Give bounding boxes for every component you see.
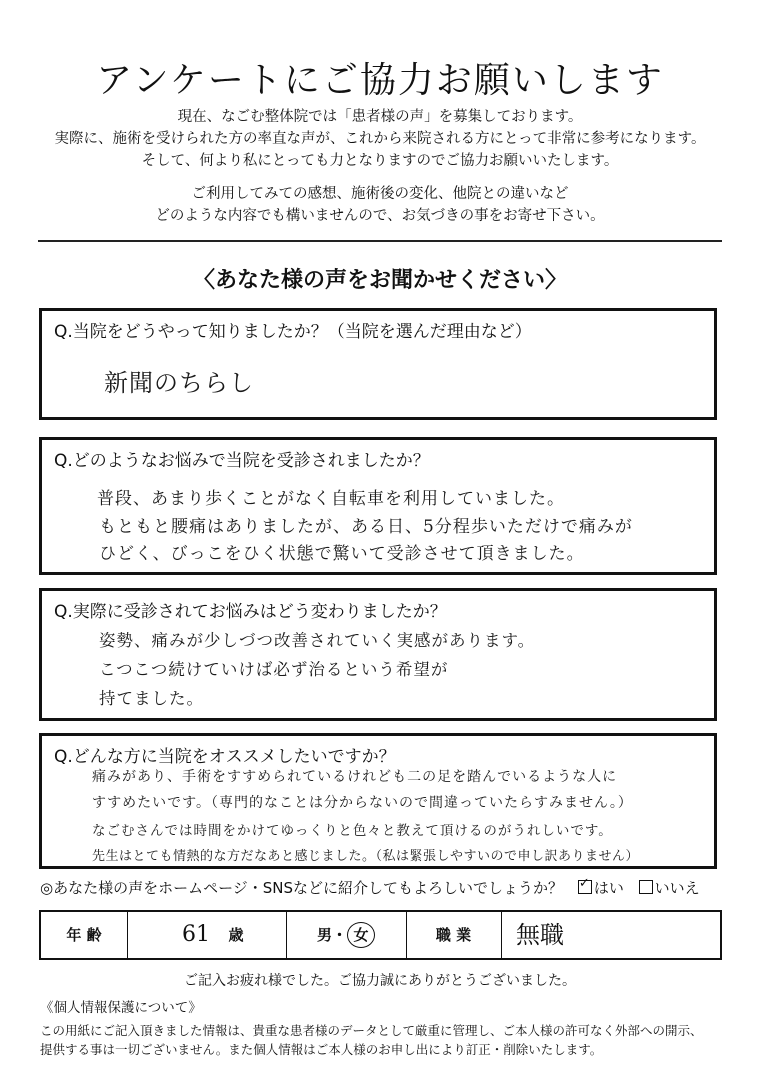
profile-table bbox=[39, 910, 722, 960]
consent-no-option[interactable] bbox=[639, 879, 700, 897]
no-label: いいえ bbox=[654, 879, 700, 897]
answer-line: 先生はとても情熱的な方だなあと感じました。（私は緊張しやすいので申し訳ありません） bbox=[92, 849, 640, 864]
gender-separator: ・ bbox=[332, 926, 348, 944]
answer-line: もともと腰痛はありましたが、ある日、5分程歩いただけで痛みが bbox=[99, 517, 633, 537]
request-line: どのような内容でも構いませんので、お気づきの事をお寄せ下さい。 bbox=[155, 208, 605, 224]
question-box-1 bbox=[39, 308, 717, 420]
answer-line: ひどく、びっこをひく状態で驚いて受診させて頂きました。 bbox=[99, 544, 585, 564]
answer-line: こつこつ続けていけば必ず治るという希望が bbox=[99, 660, 449, 679]
page-title: アンケートにご協力お願いします bbox=[96, 60, 664, 101]
answer-line: なごむさんでは時間をかけてゆっくりと色々と教えて頂けるのがうれしいです。 bbox=[92, 823, 613, 839]
consent-yes-option[interactable] bbox=[578, 879, 629, 897]
intro-text bbox=[0, 106, 760, 172]
intro-line: 実際に、施術を受けられた方の率直な声が、これから来院される方にとって非常に参考になります。 bbox=[54, 131, 706, 147]
intro-line: そして、何より私にとっても力となりますのでご協力お願いいたします。 bbox=[141, 153, 619, 169]
no-checkbox[interactable] bbox=[639, 880, 653, 894]
question-text: Q.どんな方に当院をオススメしたいですか？ bbox=[54, 747, 396, 767]
yes-checkbox[interactable] bbox=[578, 880, 592, 894]
answer-line: 痛みがあり、手術をすすめられているけれども二の足を踏んでいるような人に bbox=[92, 769, 618, 785]
age-label: 年 齢 bbox=[66, 926, 102, 944]
intro-line: 現在、なごむ整体院では「患者様の声」を募集しております。 bbox=[177, 109, 583, 125]
answer-line: 普段、あまり歩くことがなく自転車を利用していました。 bbox=[97, 489, 565, 509]
gender-male[interactable]: 男 bbox=[316, 926, 332, 944]
divider bbox=[38, 240, 722, 242]
question-box-3 bbox=[39, 588, 717, 721]
question-text: Q.当院をどうやって知りましたか？（当院を選んだ理由など） bbox=[54, 322, 532, 342]
answer-text: 新聞のちらし bbox=[104, 369, 254, 397]
question-box-2 bbox=[39, 437, 717, 575]
thanks-message: ご記入お疲れ様でした。ご協力誠にありがとうございました。 bbox=[184, 973, 576, 989]
privacy-line: 提供する事は一切ございません。また個人情報はご本人様のお申し出により訂正・削除いたします。 bbox=[40, 1042, 603, 1057]
answer-line: すすめたいです。（専門的なことは分からないので間違っていたらすみません。） bbox=[92, 795, 633, 811]
section-title: 〈あなた様の声をお聞かせください〉 bbox=[192, 268, 567, 293]
answer-line: 持てました。 bbox=[99, 689, 204, 708]
age-unit: 歳 bbox=[228, 926, 244, 944]
request-text bbox=[0, 183, 760, 227]
occupation-value[interactable]: 無職 bbox=[516, 921, 564, 949]
yes-label: はい bbox=[593, 879, 624, 897]
privacy-heading: 《個人情報保護について》 bbox=[40, 1000, 202, 1016]
table-divider bbox=[127, 912, 128, 958]
consent-row bbox=[40, 877, 700, 898]
gender-field[interactable] bbox=[286, 912, 406, 958]
answer-line: 姿勢、痛みが少しづつ改善されていく実感があります。 bbox=[99, 631, 536, 650]
age-value[interactable]: 61 bbox=[182, 922, 210, 947]
question-text: Q.どのようなお悩みで当院を受診されましたか？ bbox=[54, 451, 430, 471]
question-box-4 bbox=[39, 733, 717, 869]
privacy-text bbox=[40, 1021, 703, 1059]
occupation-label: 職 業 bbox=[435, 926, 472, 944]
table-divider bbox=[501, 912, 502, 958]
privacy-line: この用紙にご記入頂きました情報は、貴重な患者様のデータとして厳重に管理し、ご本人様の許可なく外部への開示、 bbox=[40, 1023, 703, 1038]
question-text: Q.実際に受診されてお悩みはどう変わりましたか？ bbox=[54, 602, 447, 622]
consent-question: ◎あなた様の声をホームページ・SNSなどに紹介してもよろしいでしょうか？ bbox=[40, 879, 564, 897]
request-line: ご利用してみての感想、施術後の変化、他院との違いなど bbox=[191, 186, 569, 202]
gender-female[interactable]: 女 bbox=[347, 922, 375, 948]
